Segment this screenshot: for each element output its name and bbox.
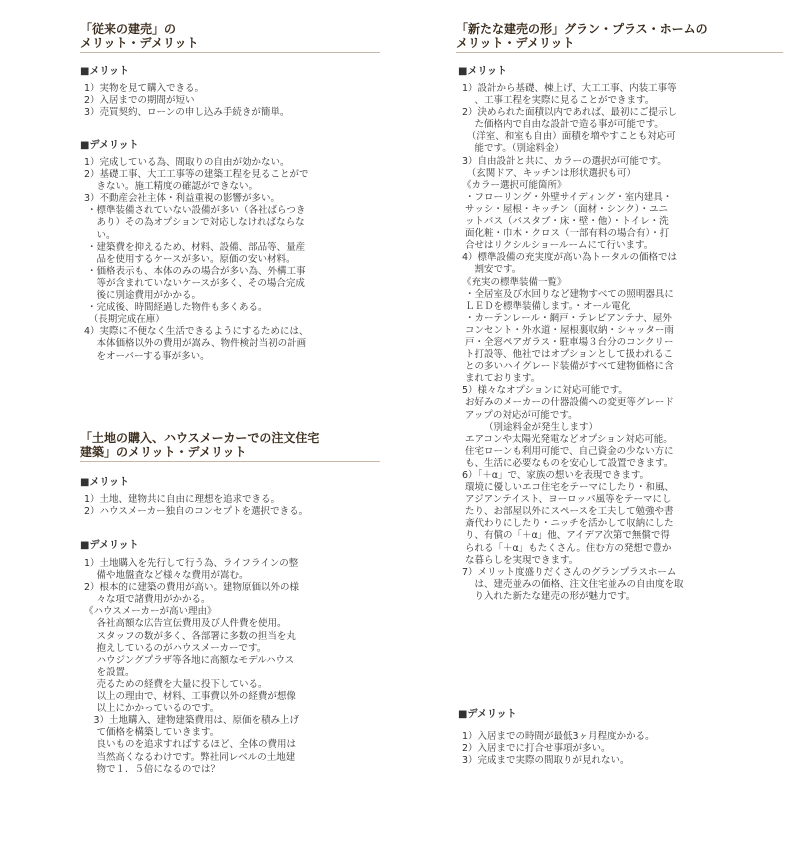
section-title-grand-plus-home: [456, 22, 783, 53]
demerit-heading: ■デメリット: [458, 709, 517, 720]
text-line: 3）不動産会社主体・利益重視の影響が多い。: [84, 193, 281, 205]
section-title-text: 「土地の購入、ハウスメーカーでの注文住宅 建築」のメリット・デメリット: [80, 431, 320, 459]
text-line: 《カラー選択可能箇所》: [462, 179, 567, 191]
section-title-custom-home: [80, 431, 380, 462]
text-line: たり、お部屋以外にスペースを工夫して勉強や書: [462, 506, 674, 518]
text-line: 後に別途費用がかかる。: [84, 290, 202, 302]
text-line: 6）「＋α」で、家族の想いを表現できます。: [462, 470, 650, 481]
text-line: 売るための経費を大量に投下している。: [84, 678, 268, 690]
text-line: （洋室、和室も自由）面積を増やすことも対応可: [462, 131, 676, 143]
text-line: 4）実際に不便なく生活できるようにするためには、: [84, 326, 309, 338]
text-line: スタッフの数が多く、各部署に多数の担当を丸: [84, 630, 296, 642]
text-line: ・完成後、時間経過した物件も多くある。: [84, 302, 268, 314]
demerit-list: [84, 558, 299, 776]
text-line: ト打設等、他社ではオプションとして扱われるこ: [462, 349, 674, 361]
text-line: 1）実物を見て購入できる。: [84, 83, 205, 94]
text-line: 《ハウスメーカーが高い理由》: [84, 606, 217, 618]
text-line: な暮らしを実現できます。: [462, 554, 579, 566]
text-line: 割安です。: [462, 264, 522, 276]
text-line: を設置。: [84, 666, 135, 678]
text-line: あり）その為オプションで対応しなければならな: [84, 217, 305, 229]
text-line: 面化粧・巾木・クロス（一部有料の場合有）・打: [462, 228, 670, 240]
text-line: て価格を構築していきます。: [84, 727, 220, 739]
merit-list: [84, 494, 308, 518]
text-line: 2）決められた面積以内であれば、最初にご提示し: [462, 107, 678, 119]
text-line: きない。施工精度の確認ができない。: [84, 181, 259, 193]
text-line: 2）ハウスメーカー独自のコンセプトを選択できる。: [84, 506, 309, 518]
text-line: 備や地盤査など様々な費用が嵩む。: [84, 570, 249, 582]
text-line: 2）入居までに打合せ事項が多い。: [462, 743, 611, 755]
text-line: 2）基礎工事、大工工事等の建築工程を見ることがで: [84, 169, 309, 181]
text-line: も、生活に必要なものを安心して設置できます。: [462, 457, 674, 469]
demerit-heading: ■デメリット: [80, 540, 139, 551]
text-line: 合せはリクシルショールームにて行います。: [462, 240, 654, 252]
text-line: ットバス（バスタブ・床・壁・他）・トイレ・洗: [462, 216, 669, 228]
text-line: 5）様々なオプションに対応可能です。: [462, 385, 628, 397]
text-line: （別途料金が発生します）: [462, 421, 599, 433]
text-line: ・標準装備されていない設備が多い（各社ばらつき: [84, 205, 306, 217]
text-line: 2）根本的に建築の費用が高い。建物原価以外の様: [84, 582, 300, 594]
text-line: 3）売買契約、ローンの申し込み手続きが簡単。: [84, 107, 290, 119]
text-line: 抱えしているのがハウスメーカーです。: [84, 642, 267, 654]
text-line: との多いハイグレード装備がすべて建物価格に含: [462, 361, 674, 373]
text-line: アップの対応が可能です。: [462, 409, 578, 421]
text-line: 当然高くなるわけです。弊社同レベルの土地建: [84, 751, 296, 763]
text-line: 品を使用するケースが多い。原価の安い材料。: [84, 253, 296, 265]
text-line: 3）土地購入、建物建築費用は、原価を積み上げ: [84, 715, 300, 727]
section-title-conventional: [80, 22, 380, 53]
text-line: 3）自由設計と共に、カラーの選択が可能です。: [462, 155, 667, 167]
text-line: まれております。: [462, 373, 541, 385]
text-line: （長期完成在庫）: [84, 314, 165, 326]
merit-heading: ■メリット: [80, 66, 130, 77]
text-line: ・全居室及び水回りなど建物すべての照明器具に: [462, 288, 674, 300]
merit-heading: ■メリット: [80, 477, 130, 488]
text-line: 良いものを追求すればするほど、全体の費用は: [84, 739, 297, 751]
demerit-heading: ■デメリット: [80, 140, 139, 151]
text-line: 以上の理由で、材料、工事費以外の経費が想像: [84, 691, 296, 703]
text-line: サッシ・屋根・キッチン（面材・シンク）・ユニ: [462, 203, 668, 215]
text-line: た価格内で自由な設計で造る事が可能です。: [462, 119, 664, 131]
text-line: ・建築費を抑えるため、材料、設備、部品等、量産: [84, 241, 306, 253]
text-line: ・価格表示も、本体のみの場合が多い為、外構工事: [84, 265, 306, 277]
text-line: り入れた新たな建売の形が魅力です。: [462, 590, 636, 602]
text-line: り、有償の「＋α」他、アイデア次第で無償で得: [462, 530, 670, 542]
text-line: 斎代わりにしたり・ニッチを活かして収納にした: [462, 518, 674, 530]
text-line: 1）設計から基礎、棟上げ、大工工事、内装工事等: [462, 83, 677, 94]
section-title-text: 「従来の建売」の メリット・デメリット: [80, 22, 199, 50]
text-line: 戸・全窓ペアガラス・駐車場３台分のコンクリー: [462, 336, 674, 348]
text-line: 《充実の標準装備一覧》: [462, 276, 567, 288]
text-line: 能です。（別途料金）: [462, 143, 565, 155]
text-line: 1）土地、建物共に自由に理想を追求できる。: [84, 494, 281, 505]
text-line: をオーバーする事が多い。: [84, 350, 210, 362]
section-title-text: 「新たな建売の形」グラン・プラス・ホームの メリット・デメリット: [456, 22, 708, 50]
text-line: （玄関ドア、キッチンは形状選択も可）: [462, 167, 637, 179]
merit-list: [84, 83, 289, 119]
text-line: コンセント・外水道・屋根裏収納・シャッター雨: [462, 324, 674, 336]
text-line: 各社高額な広告宣伝費用及び人件費を使用。: [84, 618, 287, 630]
text-line: は、建売並みの価格、注文住宅並みの自由度を取: [462, 578, 684, 590]
text-line: 、工事工程を実際に見ることができます。: [462, 95, 655, 107]
text-line: 以上にかかっているのです。: [84, 703, 220, 715]
text-line: 4）標準設備の充実度が高い為トータルの価格では: [462, 252, 678, 264]
text-line: 物で１．５倍になるのでは？: [84, 763, 221, 775]
demerit-list: [462, 731, 655, 767]
text-line: 1）土地購入を先行して行う為、ライフラインの整: [84, 558, 299, 569]
text-line: アジアンテイスト、ヨーロッパ風等をテーマにし: [462, 494, 672, 506]
demerit-list: [84, 157, 309, 363]
merit-heading: ■メリット: [458, 66, 508, 77]
text-line: 7）メリット度盛りだくさんのグランプラスホーム: [462, 566, 677, 578]
text-line: お好みのメーカーの什器設備への変更等グレード: [462, 397, 674, 409]
text-line: 3）完成まで実際の間取りが見れない。: [462, 755, 630, 767]
merit-list: [462, 83, 684, 603]
text-line: 1）完成している為、間取りの自由が効かない。: [84, 157, 290, 168]
text-line: 住宅ローンも利用可能で、自己資金の少ない方に: [462, 445, 674, 457]
text-line: エアコンや太陽光発電などオプション対応可能。: [462, 433, 673, 445]
text-line: 環境に優しいエコ住宅をテーマにしたり・和風、: [462, 482, 675, 494]
text-line: ・フローリング・外壁サイディング・室内建具・: [462, 191, 673, 203]
text-line: 々な項で諸費用がかかる。: [84, 594, 211, 606]
text-line: 等が含まれていないケースが多く、その場合完成: [84, 277, 305, 289]
text-line: 本体価格以外の費用が嵩み、物件検討当初の計画: [84, 338, 307, 350]
text-line: 2）入居までの期間が短い: [84, 95, 195, 107]
text-line: い。: [84, 229, 116, 241]
text-line: ・カーテンレール・網戸・テレビアンテナ、屋外: [462, 312, 672, 324]
text-line: ハウジングプラザ等各地に高額なモデルハウス: [84, 654, 295, 666]
text-line: られる「＋α」もたくさん。住む方の発想で豊か: [462, 542, 672, 554]
text-line: 1）入居までの時間が最低3ヶ月程度かかる。: [462, 731, 655, 742]
text-line: ＬＥＤを標準装備します。・オール電化: [462, 300, 631, 312]
